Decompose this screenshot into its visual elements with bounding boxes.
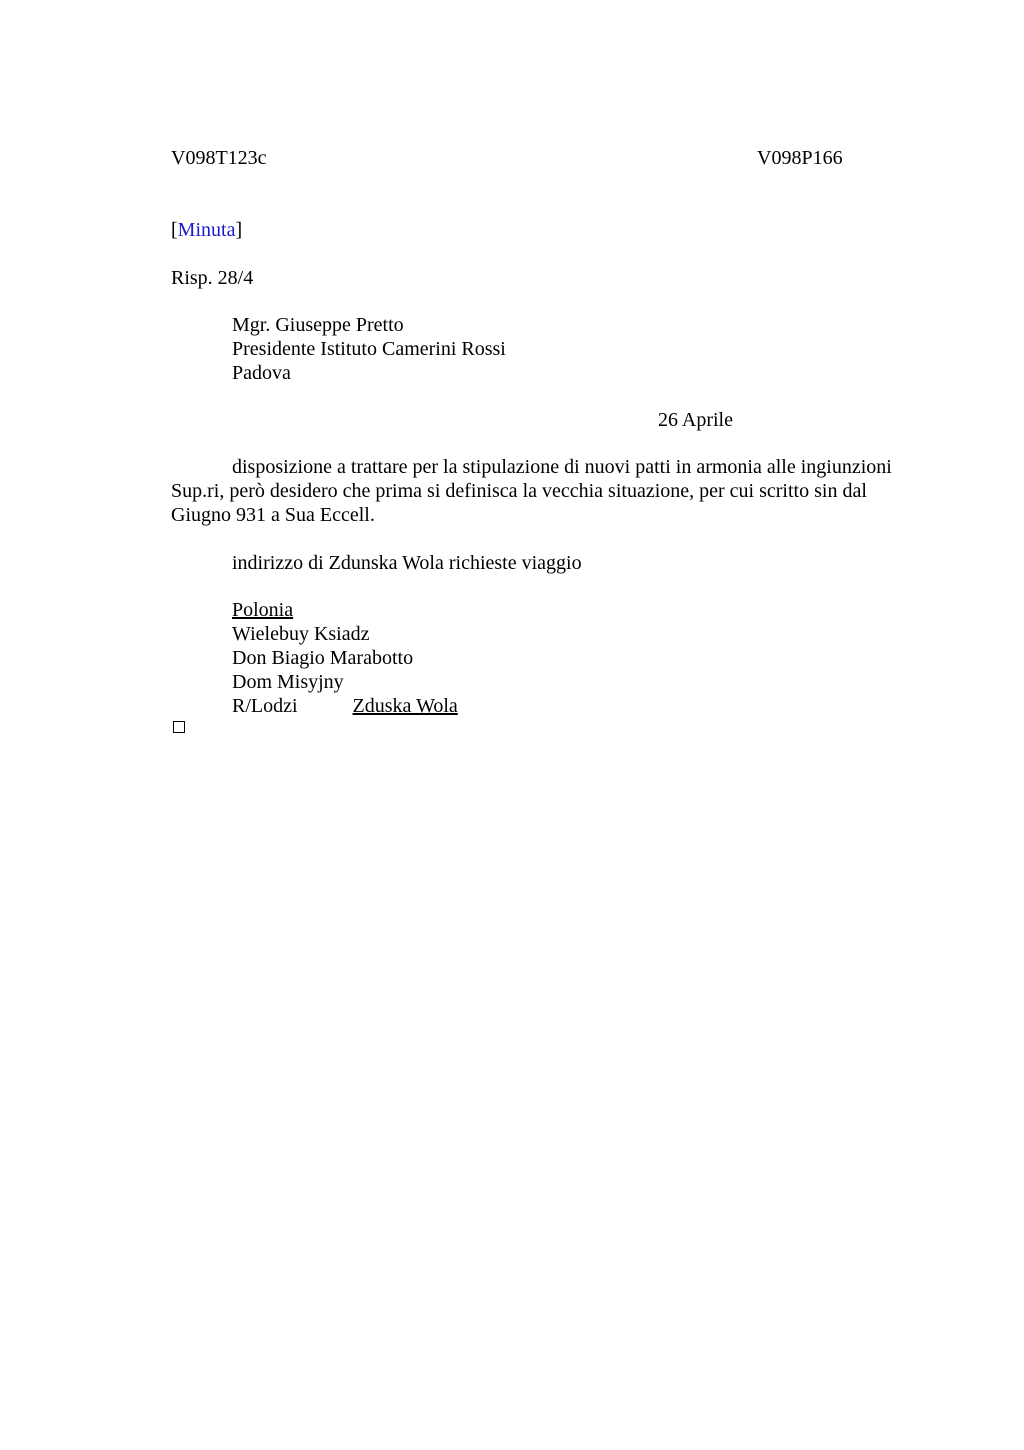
letter-date: 26 Aprile [658,409,733,431]
minuta-link[interactable]: Minuta [177,219,236,241]
recipient-name: Mgr. Giuseppe Pretto [232,314,404,336]
address-country: Polonia [232,599,294,621]
address-line-4-right: Zduska Wola [352,695,458,717]
body-paragraph: disposizione a trattare per la stipulazione di nuovi patti in armonia alle ingiunzioni Sup.ri, però desidero che prima si definisca la vecchia situazione, per cui scritto sin dal Giugno 931 a Sua Eccell. [171,456,892,526]
address-line-4 [232,694,458,718]
recipient-block [232,313,506,385]
recipient-title: Presidente Istituto Camerini Rossi [232,338,506,360]
address-line-3: Dom Misyjny [232,671,344,693]
right-code: V098P166 [757,147,843,169]
risp-line: Risp. 28/4 [171,267,254,289]
note-line: indirizzo di Zdunska Wola richieste viaggio [232,552,582,574]
left-code: V098T123c [171,147,267,169]
address-line-2: Don Biagio Marabotto [232,647,414,669]
minuta-label [171,218,242,242]
checkbox-square-icon[interactable] [173,721,185,733]
address-line-1: Wielebuy Ksiadz [232,623,370,645]
address-block [232,598,458,718]
address-line-4-left: R/Lodzi [232,695,298,717]
minuta-open-bracket: [ [171,219,178,241]
recipient-city: Padova [232,362,291,384]
minuta-close-bracket: ] [235,219,243,241]
